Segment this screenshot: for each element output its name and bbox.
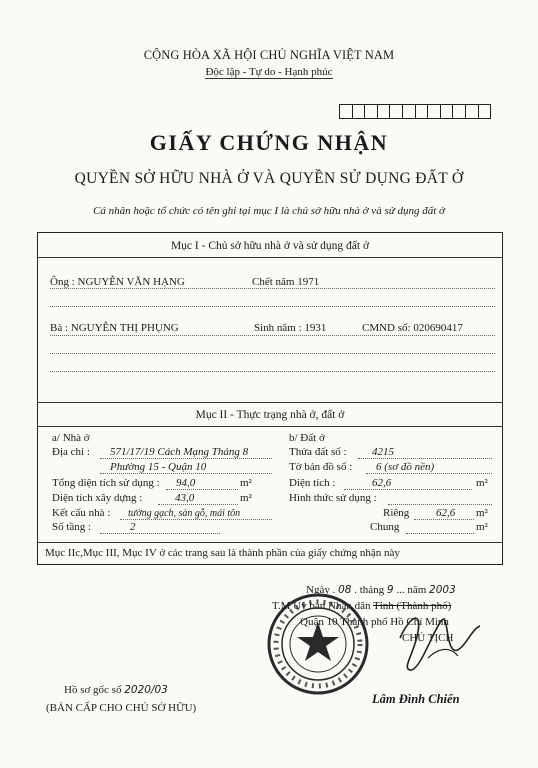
divider	[37, 402, 503, 403]
private-area-unit: m²	[476, 507, 488, 519]
private-area-value: 62,6	[436, 507, 456, 519]
map-sheet-value: 6 (sơ đồ nền)	[376, 461, 435, 473]
total-area-unit: m²	[240, 477, 252, 489]
dotted-line	[358, 458, 492, 459]
intro-text: Cá nhân hoặc tổ chức có tên ghi tại mục I là chủ sở hữu nhà ở và sử dụng đất ở	[93, 205, 445, 217]
dotted-line	[120, 519, 272, 520]
dotted-line	[50, 353, 495, 354]
section2-heading: Mục II - Thực trạng nhà ở, đất ở	[195, 409, 345, 421]
land-area-label: Diện tích :	[289, 477, 336, 489]
shared-area-unit: m²	[476, 521, 488, 533]
dotted-line	[100, 473, 272, 474]
owner1-name: Ông : NGUYỄN VĂN HẠNG	[50, 276, 185, 288]
plot-value: 4215	[372, 446, 394, 458]
usage-label: Hình thức sử dụng :	[289, 492, 377, 504]
dotted-line	[158, 504, 238, 505]
owner2-id-number: CMND số: 020690417	[362, 322, 463, 334]
dotted-line	[50, 306, 495, 307]
address-line1: 571/17/19 Cách Mạng Tháng 8	[110, 446, 249, 458]
issue-year: 2003	[429, 584, 456, 596]
floors-value: 2	[130, 521, 136, 533]
divider	[37, 426, 503, 427]
divider	[37, 257, 503, 258]
records-value: 2020/03	[124, 684, 168, 696]
built-area-unit: m²	[240, 492, 252, 504]
issuing-agency: T.M Uỷ ban Nhân dân Tỉnh (Thành phố)	[272, 600, 452, 612]
signer-name: Lâm Đình Chiến	[372, 692, 460, 706]
struck-text: Tỉnh (Thành phố)	[373, 600, 452, 612]
national-motto: Độc lập - Tự do - Hạnh phúc	[205, 66, 333, 78]
issue-month: 9	[386, 584, 394, 596]
owner2-birth-year: Sinh năm : 1931	[254, 322, 327, 334]
total-area-label: Tổng diện tích sử dụng :	[52, 477, 160, 489]
dotted-line	[50, 335, 495, 336]
signer-role: CHỦ TỊCH	[402, 632, 454, 644]
issue-day: 08	[338, 584, 352, 596]
issue-date: Ngày . 08 . tháng 9 ... năm 2003	[306, 584, 456, 596]
certificate-subtitle: QUYỀN SỞ HỮU NHÀ Ở VÀ QUYỀN SỬ DỤNG ĐẤT Ở	[74, 170, 464, 187]
land-area-value: 62,6	[372, 477, 392, 489]
owner1-note: Chết năm 1971	[252, 276, 320, 288]
owner2-name: Bà : NGUYỄN THỊ PHỤNG	[50, 322, 179, 334]
plot-label: Thửa đất số :	[289, 446, 347, 458]
house-heading: a/ Nhà ở	[52, 432, 90, 444]
dotted-line	[406, 533, 474, 534]
shared-area-label: Chung	[370, 521, 400, 533]
address-line2: Phường 15 - Quận 10	[110, 461, 207, 473]
land-area-unit: m²	[476, 477, 488, 489]
dotted-line	[50, 371, 495, 372]
dotted-line	[344, 489, 472, 490]
dotted-line	[414, 519, 474, 520]
dotted-line	[100, 458, 272, 459]
structure-label: Kết cấu nhà :	[52, 507, 111, 519]
certificate-title: GIẤY CHỨNG NHẬN	[149, 130, 389, 155]
dotted-line	[366, 473, 492, 474]
floors-label: Số tầng :	[52, 521, 92, 533]
serial-number-boxes	[339, 104, 491, 119]
total-area-value: 94,0	[176, 477, 196, 489]
records-number: Hồ sơ gốc số 2020/03	[64, 684, 168, 696]
map-sheet-label: Tờ bản đồ số :	[289, 461, 353, 473]
private-area-label: Riêng	[383, 507, 410, 519]
footer-note: Mục IIc,Mục III, Mục IV ở các trang sau là thành phần của giấy chứng nhận này	[45, 547, 400, 559]
issuing-district: Quận 10 Thành phố Hồ Chí Minh	[300, 616, 449, 628]
nation-title: CỘNG HÒA XÃ HỘI CHỦ NGHĨA VIỆT NAM	[143, 48, 395, 62]
structure-value: tường gạch, sàn gỗ, mái tôn	[128, 508, 241, 519]
divider	[37, 542, 503, 543]
section1-heading: Mục I - Chủ sở hữu nhà ở và sử dụng đất ở	[170, 240, 370, 252]
dotted-line	[100, 533, 220, 534]
dotted-line	[50, 288, 495, 289]
dotted-line	[388, 504, 492, 505]
handwritten-signature-icon	[388, 598, 498, 688]
official-seal-icon	[266, 592, 370, 696]
land-heading: b/ Đất ở	[289, 432, 325, 444]
copy-note: (BẢN CẤP CHO CHỦ SỞ HỮU)	[46, 702, 197, 714]
address-label: Địa chỉ :	[52, 446, 90, 458]
built-area-value: 43,0	[175, 492, 195, 504]
built-area-label: Diện tích xây dựng :	[52, 492, 143, 504]
dotted-line	[166, 489, 238, 490]
